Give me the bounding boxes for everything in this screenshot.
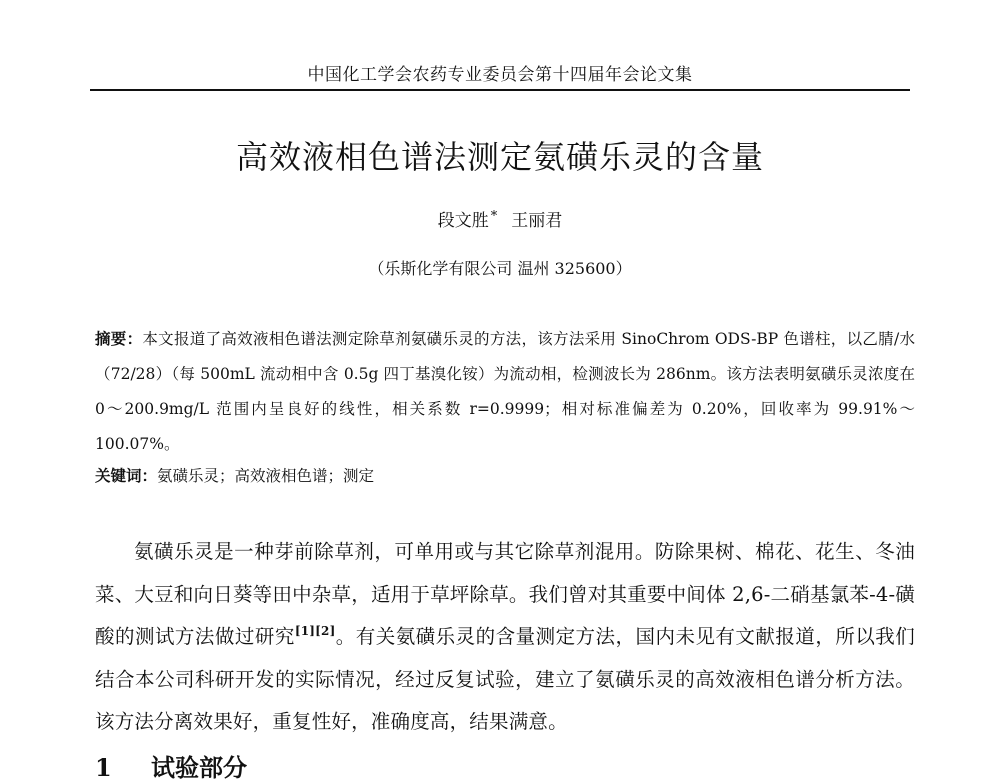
keywords-label: 关键词： bbox=[95, 466, 158, 485]
citation-refs: [1][2] bbox=[294, 624, 336, 638]
intro-text-part2: 。有关氨磺乐灵的含量测定方法，国内未见有文献报道，所以我们结合本公司科研开发的实际情况，经过反复试验，建立了氨磺乐灵的高效液相色谱分析方法。该方法分离效果好，重复性好，准确度高，结果满意。 bbox=[95, 625, 915, 733]
header-rule bbox=[90, 89, 910, 91]
intro-text-part1: 氨磺乐灵是一种芽前除草剂，可单用或与其它除草剂混用。防除果树、棉花、花生、冬油菜、大豆和向日葵等田中杂草，适用于草坪除草。我们曾对其重要中间体 2,6-二硝基氯苯-4-磺酸的测试方法做过研究 bbox=[95, 540, 915, 648]
intro-paragraph bbox=[95, 531, 915, 744]
abstract-label: 摘要： bbox=[95, 329, 143, 348]
keywords bbox=[95, 464, 915, 486]
author-second: 王丽君 bbox=[511, 211, 563, 231]
keywords-text: 氨磺乐灵；高效液相色谱；测定 bbox=[157, 467, 375, 485]
author-line bbox=[90, 206, 910, 231]
corresponding-author-mark: * bbox=[490, 209, 498, 224]
abstract bbox=[95, 321, 915, 462]
running-header: 中国化工学会农药专业委员会第十四届年会论文集 bbox=[307, 65, 693, 85]
section-number: 1 bbox=[95, 753, 112, 782]
section-heading bbox=[95, 748, 247, 783]
section-title: 试验部分 bbox=[151, 753, 247, 782]
author-first: 段文胜 bbox=[437, 211, 489, 231]
paper-title: 高效液相色谱法测定氨磺乐灵的含量 bbox=[235, 138, 764, 176]
abstract-text: 本文报道了高效液相色谱法测定除草剂氨磺乐灵的方法，该方法采用 SinoChrom ODS-BP 色谱柱，以乙腈/水（72/28）（每 500mL 流动相中含 0.5g 四丁基溴化铵）为流动相，检测波长为 286nm。该方法表明氨磺乐灵浓度在 0～200.9mg/L 范围内呈良好的线性，相关系数 r=0.9999；相对标准偏差为 0.20%，回收率为 99.91%～100.07%。 bbox=[95, 330, 915, 453]
affiliation: （乐斯化学有限公司 温州 325600） bbox=[368, 259, 632, 278]
